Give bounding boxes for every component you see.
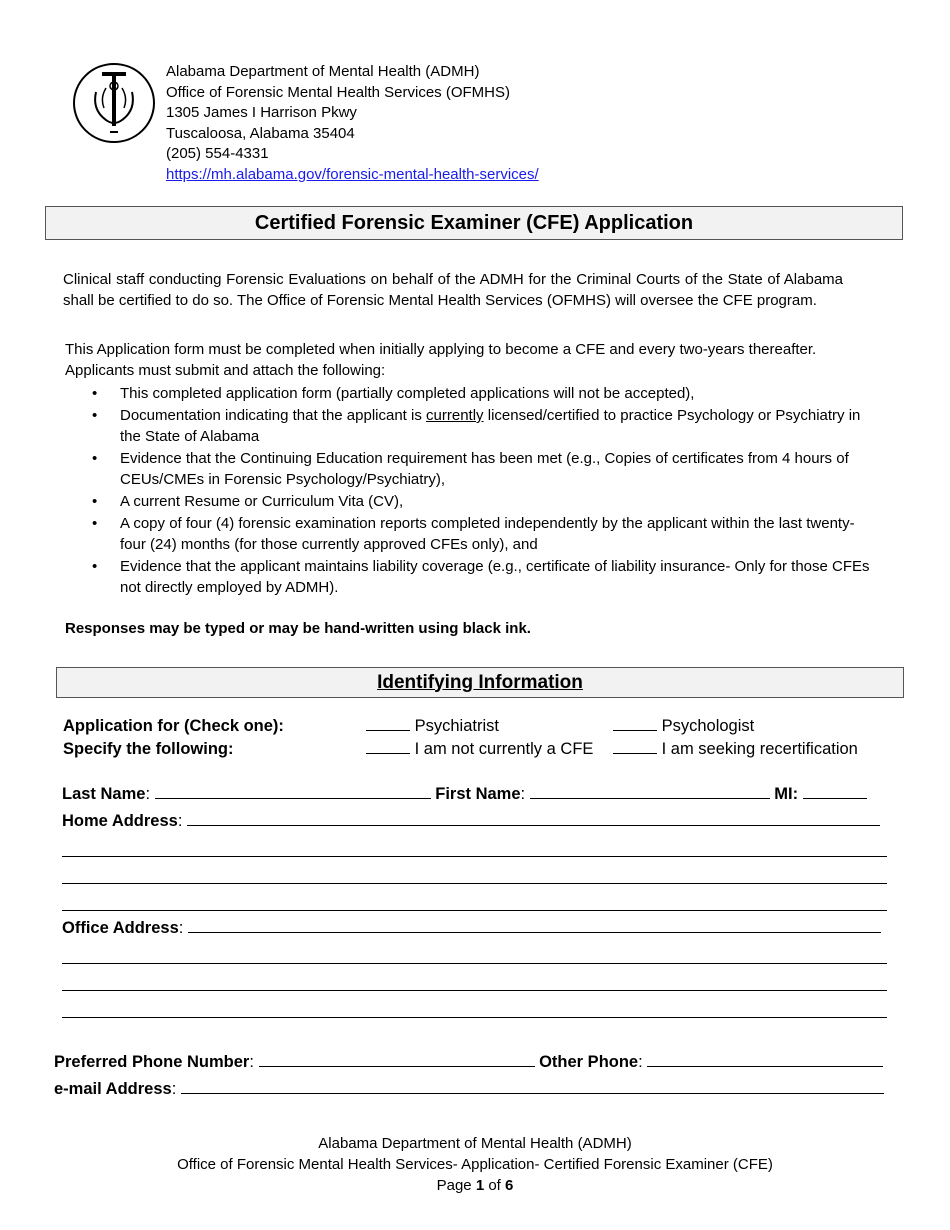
home-address-field[interactable] [187,810,880,826]
list-item: • Evidence that the Continuing Education requirement has been met (e.g., Copies of certificates from 4 hours of CEUs/CMEs in Forensic Psychology/Psychiatry), [92,450,849,488]
mi-label: MI: [774,785,799,803]
list-item: • A current Resume or Curriculum Vita (CV), [92,493,404,510]
app-for-label: Application for (Check one): [63,717,284,735]
option-label: I am seeking recertification [661,740,858,758]
other-phone-field[interactable] [647,1051,883,1067]
home-address-line-4[interactable] [62,910,887,911]
footer-line2: Office of Forensic Mental Health Services- Application- Certified Forensic Examiner (CFE) [177,1156,773,1173]
header-address [166,62,539,186]
page-number [0,1175,950,1196]
specify-label: Specify the following: [63,740,234,758]
mi-field[interactable] [803,783,867,799]
page-total: 6 [505,1177,514,1194]
list-item-text: Documentation indicating that the applicant is [120,407,427,424]
colon: : [171,1080,177,1098]
option-recertification[interactable] [613,738,858,760]
colon: : [178,919,184,937]
list-item: • Evidence that the applicant maintains liability coverage (e.g., certificate of liability insurance- Only for those CFEs not directly employed by ADMH). [92,558,870,596]
option-not-cfe[interactable] [366,738,593,760]
option-label: Psychiatrist [414,717,499,735]
colon: : [638,1053,643,1071]
list-item: • A copy of four (4) forensic examination reports completed independently by the applicant within the last twenty-four (24) months (for those currently approved CFEs only), and [92,515,855,553]
page-title: Certified Forensic Examiner (CFE) Application [45,206,903,240]
preferred-phone-field[interactable] [259,1051,535,1067]
page-current: 1 [475,1177,485,1194]
page-word: Page [436,1177,472,1194]
list-item-text: This completed application form (partially completed applications will not be accepted), [120,385,695,402]
checkbox-line[interactable] [613,738,657,754]
home-address-row [62,810,880,832]
office-address-label: Office Address [62,919,179,937]
list-item-text: A copy of four (4) forensic examination reports completed independently by the applicant within the last twenty-four (24) months (for those currently approved CFEs only), and [120,515,855,553]
header-phone: (205) 554-4331 [166,145,269,163]
option-psychologist[interactable] [613,715,754,737]
first-name-field[interactable] [530,783,770,799]
name-row [62,783,867,805]
option-label: Psychologist [661,717,755,735]
office-address-line-2[interactable] [62,963,887,964]
checkbox-line[interactable] [366,738,410,754]
footer [0,1133,950,1196]
colon: : [249,1053,254,1071]
option-psychiatrist[interactable] [366,715,499,737]
header-url-link[interactable]: https://mh.alabama.gov/forensic-mental-health-services/ [166,165,539,183]
underlined-word: currently [426,407,484,424]
home-address-line-2[interactable] [62,856,887,857]
requirements-list [90,383,870,599]
office-address-line-4[interactable] [62,1017,887,1018]
ink-note: Responses may be typed or may be hand-written using black ink. [65,620,531,637]
email-label: e-mail Address [54,1080,172,1098]
header-office: Office of Forensic Mental Health Services (OFMHS) [166,83,510,101]
colon: : [177,812,183,830]
email-field[interactable] [181,1078,884,1094]
home-address-line-3[interactable] [62,883,887,884]
admh-logo [72,62,156,144]
footer-line1: Alabama Department of Mental Health (ADMH) [318,1135,632,1152]
list-item: • Documentation indicating that the applicant is currently licensed/certified to practice Psychology or Psychiatry in the State of Alabama [92,407,861,445]
requirements-intro-line1: This Application form must be completed when initially applying to become a CFE and every two-years thereafter. [65,341,817,358]
checkbox-line[interactable] [613,715,657,731]
colon: : [520,785,526,803]
colon: : [145,785,151,803]
checkbox-line[interactable] [366,715,410,731]
of-word: of [488,1177,501,1194]
header-city: Tuscaloosa, Alabama 35404 [166,124,355,142]
list-item-text: Evidence that the applicant maintains liability coverage (e.g., certificate of liability insurance- Only for those CFEs not directly employed by ADMH). [120,558,870,596]
intro-paragraph: Clinical staff conducting Forensic Evaluations on behalf of the ADMH for the Criminal Courts of the State of Alabama shall be certified to do so. The Office of Forensic Mental Health Services (OFMHS) will oversee the CFE program. [63,271,843,309]
list-item: • This completed application form (partially completed applications will not be accepted), [92,385,695,402]
last-name-label: Last Name [62,785,146,803]
list-item-text: Evidence that the Continuing Education requirement has been met (e.g., Copies of certificates from 4 hours of CEUs/CMEs in Forensic Psychology/Psychiatry), [120,450,849,488]
last-name-field[interactable] [155,783,431,799]
requirements-intro [65,340,865,381]
header-org: Alabama Department of Mental Health (ADMH) [166,63,480,80]
requirements-intro-line2: Applicants must submit and attach the following: [65,361,386,379]
other-phone-label: Other Phone [539,1053,639,1071]
phone-row [54,1051,883,1073]
admh-seal-icon [72,62,156,144]
list-item-text: licensed/certified to practice Psychology or Psychiatry in the State of Alabama [120,407,861,445]
option-label: I am not currently a CFE [414,740,594,758]
office-address-line-3[interactable] [62,990,887,991]
header-street: 1305 James I Harrison Pkwy [166,104,357,122]
first-name-label: First Name [435,785,521,803]
list-item-text: A current Resume or Curriculum Vita (CV), [120,493,404,510]
preferred-phone-label: Preferred Phone Number [54,1053,250,1071]
home-address-label: Home Address [62,812,178,830]
email-row [54,1078,884,1100]
office-address-row [62,917,881,939]
section-title-identifying: Identifying Information [56,667,904,698]
office-address-field[interactable] [188,917,881,933]
